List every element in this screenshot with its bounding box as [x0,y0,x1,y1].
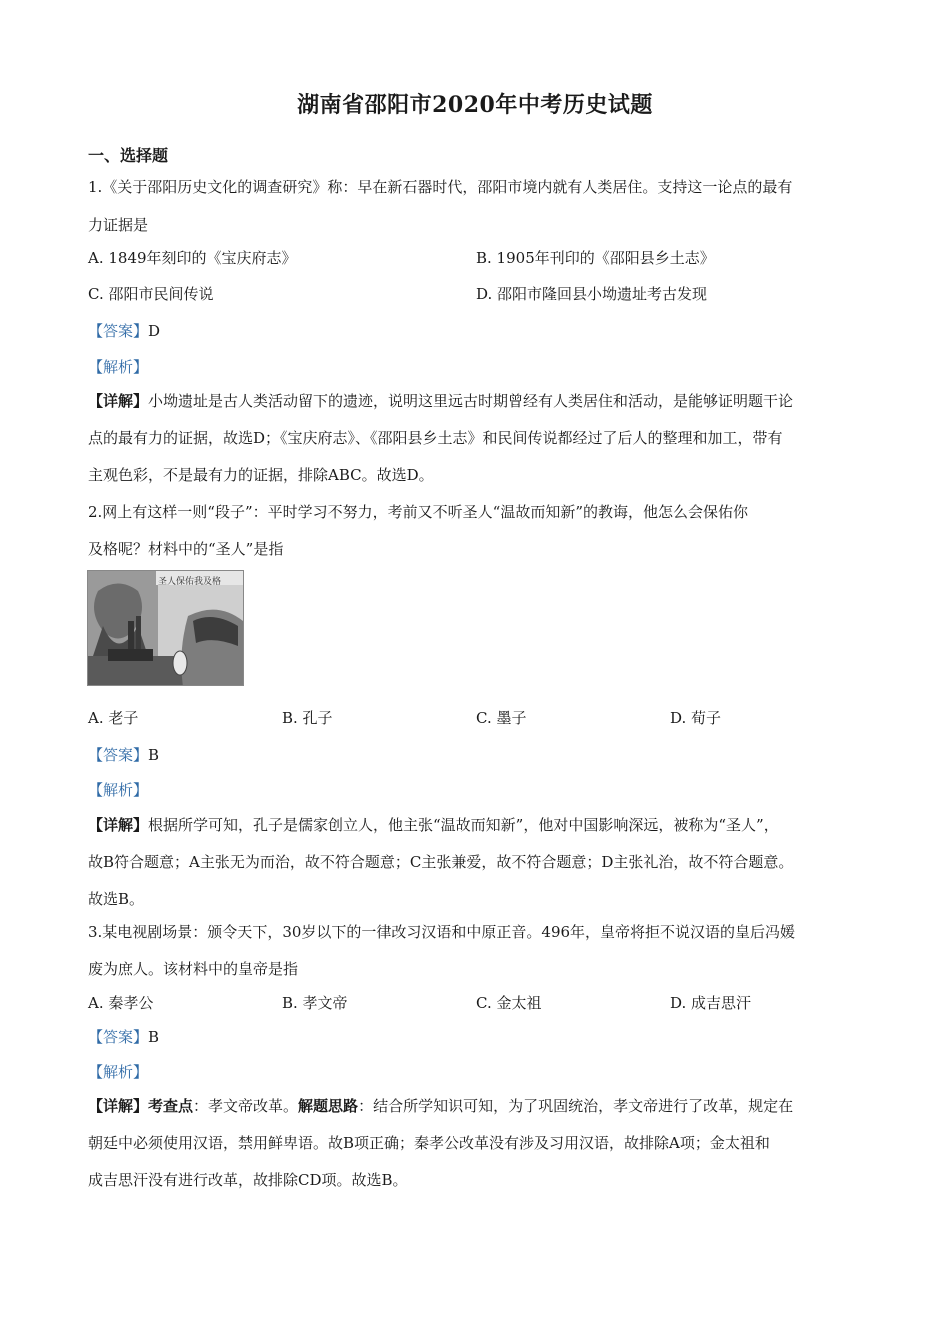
solution-idea-label: 解题思路 [298,1097,359,1115]
answer-label: 【答案】 [88,746,149,764]
q1-analysis-label: 【解析】 [88,358,149,376]
section-heading: 一、选择题 [88,146,169,165]
q1-stem-line-2: 力证据是 [88,216,149,234]
cartoon-image [87,570,244,686]
q2-detail-line-1 [88,815,878,835]
q3-option-a: A. 秦孝公 [88,994,154,1012]
answer-label: 【答案】 [88,1028,149,1046]
detail-label: 【详解】 [88,816,149,834]
q1-stem-line-1: 1.《关于邵阳历史文化的调查研究》称：早在新石器时代，邵阳市境内就有人类居住。支持这一论点的最有 [88,178,793,196]
q1-option-b: B. 1905年刊印的《邵阳县乡土志》 [476,249,715,267]
q3-option-c: C. 金太祖 [476,994,542,1012]
q1-answer [88,321,878,341]
key-point-text: ：孝文帝改革。 [193,1097,299,1115]
q3-stem-line-2: 废为庶人。该材料中的皇帝是指 [88,960,299,978]
q1-option-c: C. 邵阳市民间传说 [88,285,214,303]
detail-text: 根据所学可知，孔子是儒家创立人，他主张“温故而知新”，他对中国影响深远，被称为“圣人”， [148,816,779,834]
q2-option-b: B. 孔子 [282,709,333,727]
q2-answer [88,745,878,765]
q3-analysis-label: 【解析】 [88,1063,149,1081]
q2-option-c: C. 墨子 [476,709,527,727]
q2-option-a: A. 老子 [88,709,139,727]
q3-detail-line-3: 成吉思汗没有进行改革，故排除CD项。故选B。 [88,1171,408,1189]
q2-detail-line-2: 故B符合题意；A主张无为而治，故不符合题意；C主张兼爱，故不符合题意；D主张礼治，故不符合题意。 [88,853,794,871]
q3-detail-line-2: 朝廷中必须使用汉语，禁用鲜卑语。故B项正确；秦孝公改革没有涉及习用汉语，故排除A项；金太祖和 [88,1134,770,1152]
q1-option-d: D. 邵阳市隆回县小坳遗址考古发现 [476,285,708,303]
answer-label: 【答案】 [88,322,149,340]
q3-option-d: D. 成吉思汗 [670,994,752,1012]
answer-value: D [148,322,161,340]
q3-detail-line-1 [88,1096,878,1116]
q2-option-d: D. 荀子 [670,709,722,727]
q2-stem-line-2: 及格呢？材料中的“圣人”是指 [88,540,284,558]
answer-value: B [148,746,160,764]
answer-value: B [148,1028,160,1046]
page-title: 湖南省邵阳市2020年中考历史试题 [297,92,653,118]
q1-detail-line-3: 主观色彩，不是最有力的证据，排除ABC。故选D。 [88,466,434,484]
q2-analysis-label: 【解析】 [88,781,149,799]
q2-stem-line-1: 2.网上有这样一则“段子”：平时学习不努力，考前又不听圣人“温故而知新”的教诲，他怎么会保佑你 [88,503,748,521]
q3-answer [88,1027,878,1047]
detail-text: ：结合所学知识可知，为了巩固统治，孝文帝进行了改革，规定在 [358,1097,794,1115]
q3-stem-line-1: 3.某电视剧场景：颁令天下，30岁以下的一律改习汉语和中原正音。496年，皇帝将拒不说汉语的皇后冯媛 [88,923,796,941]
detail-label: 【详解】 [88,1097,149,1115]
detail-text: 小坳遗址是古人类活动留下的遗迹，说明这里远古时期曾经有人类居住和活动，是能够证明题干论 [148,392,794,410]
q2-detail-line-3: 故选B。 [88,890,145,908]
key-point-label: 考查点 [148,1097,194,1115]
q3-option-b: B. 孝文帝 [282,994,348,1012]
detail-label: 【详解】 [88,392,149,410]
cartoon-caption: 圣人保佑我及格 [158,577,222,587]
q1-detail-line-2: 点的最有力的证据，故选D；《宝庆府志》、《邵阳县乡土志》和民间传说都经过了后人的整理和加工，带有 [88,429,783,447]
q1-detail-line-1 [88,391,878,411]
q1-option-a: A. 1849年刻印的《宝庆府志》 [88,249,297,267]
cartoon-illustration [88,571,244,686]
